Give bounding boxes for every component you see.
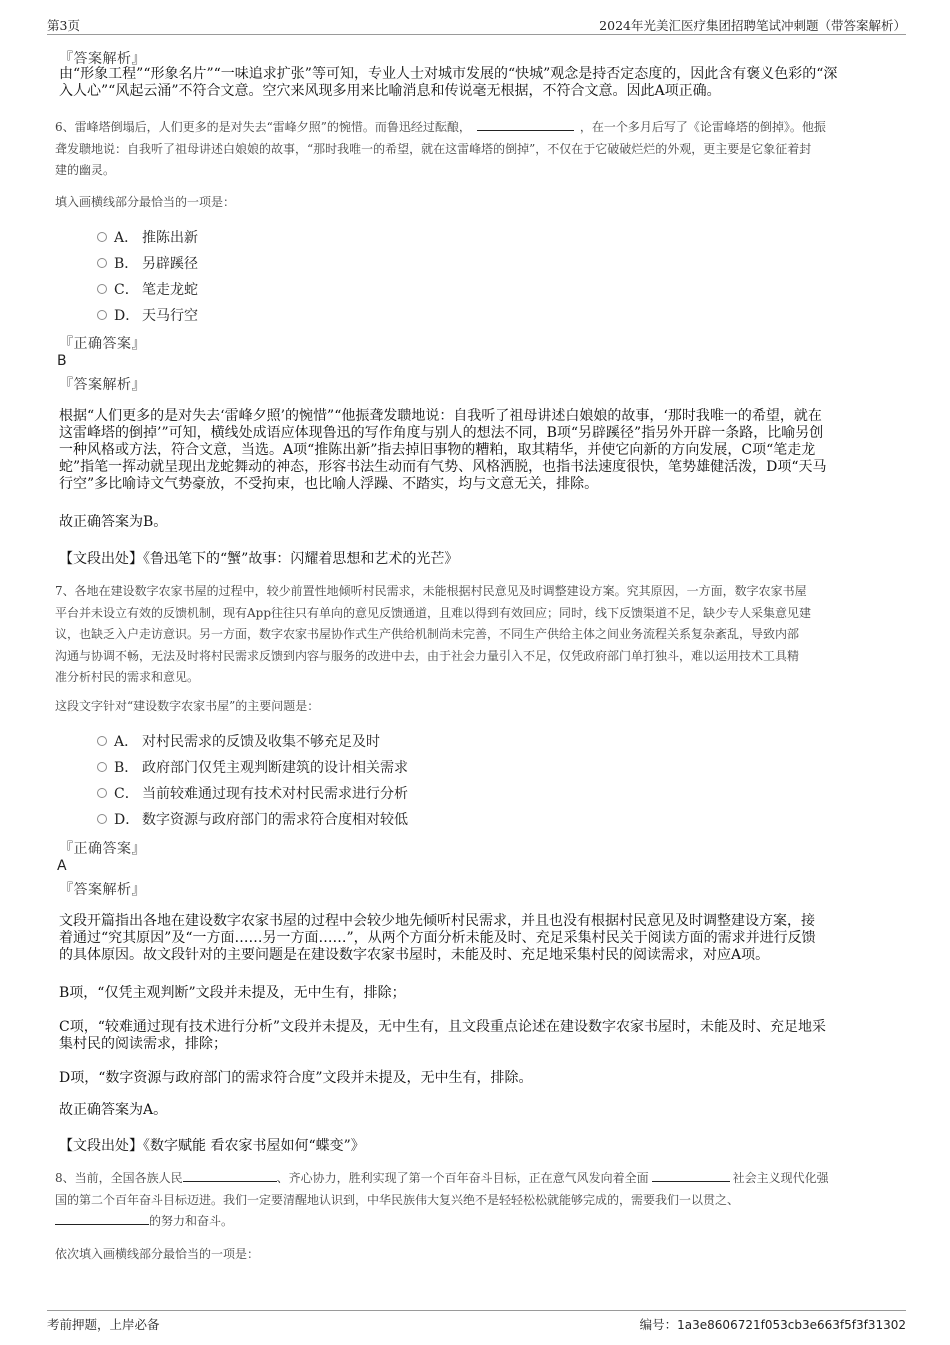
radio-icon[interactable]: [97, 258, 107, 268]
q6-analysis-line: 蛇”指笔一挥动就呈现出龙蛇舞动的神态，形容书法生动而有气势、风格洒脱，也指书法速度很快，笔势雄健活泼，D项“天马: [59, 459, 827, 475]
q7-stem: [55, 581, 900, 689]
q7-option-b[interactable]: B． 政府部门仅凭主观判断建筑的设计相关需求: [97, 758, 408, 778]
q8-blank-2: [652, 1169, 730, 1182]
q7-answer-label: 『正确答案』: [59, 841, 146, 857]
page-header: [47, 14, 906, 35]
page-footer: [47, 1310, 906, 1333]
q7-c-note-line: C项，“较难通过现有技术进行分析”文段并未提及，无中生有，且文段重点论述在建设数字农家书屋时，未能及时、充足地采: [59, 1019, 827, 1035]
q8-prompt: 依次填入画横线部分最恰当的一项是：: [55, 1247, 260, 1261]
q7-stem-line: 议，也缺乏入户走访意识。另一方面，数字农家书屋协作式生产供给机制尚未完善，不同生产供给主体之间业务流程关系复杂紊乱，导致内部: [55, 627, 800, 642]
q8-stem-part: 8、当前，全国各族人民: [55, 1171, 183, 1185]
q7-prompt: 这段文字针对“建设数字农家书屋”的主要问题是：: [55, 699, 320, 713]
q6-analysis-line: 这雷峰塔的倒掉’”可知，横线处成语应体现鲁迅的写作角度与别人的想法不同，B项“另辟蹊径”指另外开辟一条路，比喻另创: [59, 425, 824, 441]
footer-slogan: 考前押题，上岸必备: [47, 1317, 160, 1332]
q5-analysis-line: 入人心”“风起云涌”不符合文意。空穴来风现多用来比喻消息和传说毫无根据，不符合文意。因此A项正确。: [59, 83, 721, 99]
q7-option-a[interactable]: A． 对村民需求的反馈及收集不够充足及时: [97, 732, 380, 752]
radio-icon[interactable]: [97, 788, 107, 798]
q6-analysis-label: 『答案解析』: [59, 377, 146, 393]
q6-analysis-line: 根据“人们更多的是对失去‘雷峰夕照’的惋惜”“他振聋发聩地说：自我听了祖母讲述白娘娘的故事，‘那时我唯一的希望，就在: [59, 408, 822, 424]
q7-analysis-line: 文段开篇指出各地在建设数字农家书屋的过程中会较少地先倾听村民需求，并且也没有根据村民意见及时调整建设方案，接: [59, 913, 815, 929]
q6-option-d[interactable]: D． 天马行空: [97, 306, 198, 326]
q8-blank-1: [183, 1169, 277, 1182]
document-code: 编号：1a3e8606721f053cb3e663f5f3f31302: [639, 1317, 906, 1332]
q7-analysis: [59, 913, 889, 964]
q7-analysis-line: 的具体原因。故文段针对的主要问题是在建设数字农家书屋时，未能及时、充足地采集村民的阅读需求，对应A项。: [59, 947, 770, 963]
page-number: 第3页: [47, 18, 80, 33]
radio-icon[interactable]: [97, 310, 107, 320]
q6-stem-line: 建的幽灵。: [55, 163, 116, 178]
q7-analysis-label: 『答案解析』: [59, 882, 146, 898]
q7-b-note: B项，“仅凭主观判断”文段并未提及，无中生有，排除；: [59, 985, 406, 1001]
q6-answer: B: [57, 353, 67, 369]
radio-icon[interactable]: [97, 284, 107, 294]
q6-source: 【文段出处】《鲁迅笔下的“蟹”故事：闪耀着思想和艺术的光芒》: [59, 551, 459, 567]
q7-answer: A: [57, 858, 67, 874]
q6-option-c[interactable]: C． 笔走龙蛇: [97, 280, 198, 300]
q7-c-note-line: 集村民的阅读需求，排除；: [59, 1036, 227, 1052]
q8-stem-part: 、齐心协力，胜利实现了第一个百年奋斗目标，正在意气风发向着全面: [276, 1171, 649, 1185]
q6-analysis: [59, 408, 889, 493]
q7-option-c[interactable]: C． 当前较难通过现有技术对村民需求进行分析: [97, 784, 408, 804]
q6-answer-label: 『正确答案』: [59, 336, 146, 352]
q6-blank: [477, 118, 574, 131]
q7-c-note: [59, 1019, 889, 1053]
q8-stem-part: 社会主义现代化强: [732, 1171, 829, 1185]
q6-prompt: 填入画横线部分最恰当的一项是：: [55, 195, 236, 209]
q6-stem-line: 聋发聩地说：自我听了祖母讲述白娘娘的故事，“那时我唯一的希望，就在这雷峰塔的倒掉”，不仅在于它破破烂烂的外观，更主要是它象征着封: [55, 141, 812, 156]
q8-stem-line: 国的第二个百年奋斗目标迈进。我们一定要清醒地认识到，中华民族伟大复兴绝不是轻轻松松就能够完成的，需要我们一以贯之、: [55, 1192, 740, 1207]
q7-conclusion: 故正确答案为A。: [59, 1102, 168, 1118]
q7-stem-line: 沟通与协调不畅，无法及时将村民需求反馈到内容与服务的改进中去，由于社会力量引入不足，仅凭政府部门单打独斗，难以运用技术工具精: [55, 648, 800, 663]
q7-stem-line: 准分析村民的需求和意见。: [55, 670, 200, 685]
q6-conclusion: 故正确答案为B。: [59, 514, 168, 530]
q5-analysis: [59, 66, 889, 100]
q7-d-note: D项，“数字资源与政府部门的需求符合度”文段并未提及，无中生有，排除。: [59, 1070, 533, 1086]
q8-stem: [55, 1168, 900, 1233]
radio-icon[interactable]: [97, 762, 107, 772]
q7-analysis-line: 着通过“究其原因”及“一方面……另一方面……”，从两个方面分析未能及时、充足采集村民关于阅读方面的需求并进行反馈: [59, 930, 816, 946]
q6-option-b[interactable]: B． 另辟蹊径: [97, 254, 198, 274]
radio-icon[interactable]: [97, 814, 107, 824]
q7-source: 【文段出处】《数字赋能 看农家书屋如何“蝶变”》: [59, 1138, 365, 1154]
q8-blank-3: [55, 1212, 149, 1225]
q6-analysis-line: 行空”多比喻诗文气势豪放，不受拘束，也比喻人浮躁、不踏实，均与文意无关，排除。: [59, 476, 599, 492]
q5-analysis-label: 『答案解析』: [59, 51, 146, 67]
q6-analysis-line: 一种风格或方法，符合文意，当选。A项“推陈出新”指去掉旧事物的糟粕，取其精华，并使它向新的方向发展，C项“笔走龙: [59, 442, 816, 458]
radio-icon[interactable]: [97, 232, 107, 242]
q6-stem: [55, 117, 900, 182]
q7-stem-line: 7、各地在建设数字农家书屋的过程中，较少前置性地倾听村民需求，未能根据村民意见及时调整建设方案。究其原因，一方面，数字农家书屋: [55, 584, 807, 598]
q6-option-a[interactable]: A． 推陈出新: [97, 228, 198, 248]
q6-stem-part: ，在一个多月后写了《论雷峰塔的倒掉》。他振: [579, 120, 826, 134]
q6-stem-part: 6、雷峰塔倒塌后，人们更多的是对失去“雷峰夕照”的惋惜。而鲁迅经过酝酿，: [55, 120, 471, 134]
radio-icon[interactable]: [97, 736, 107, 746]
document-title: 2024年光美汇医疗集团招聘笔试冲刺题（带答案解析）: [599, 18, 906, 33]
q7-option-d[interactable]: D． 数字资源与政府部门的需求符合度相对较低: [97, 810, 408, 830]
q5-analysis-line: 由“形象工程”“形象名片”“一味追求扩张”等可知，专业人士对城市发展的“快城”观念是持否定态度的，因此含有褒义色彩的“深: [59, 66, 838, 82]
q7-stem-line: 平台并未设立有效的反馈机制，现有App往往只有单向的意见反馈通道，且难以得到有效回应；同时，线下反馈渠道不足，缺少专人采集意见建: [55, 605, 812, 620]
q8-stem-part: 的努力和奋斗。: [149, 1214, 234, 1229]
